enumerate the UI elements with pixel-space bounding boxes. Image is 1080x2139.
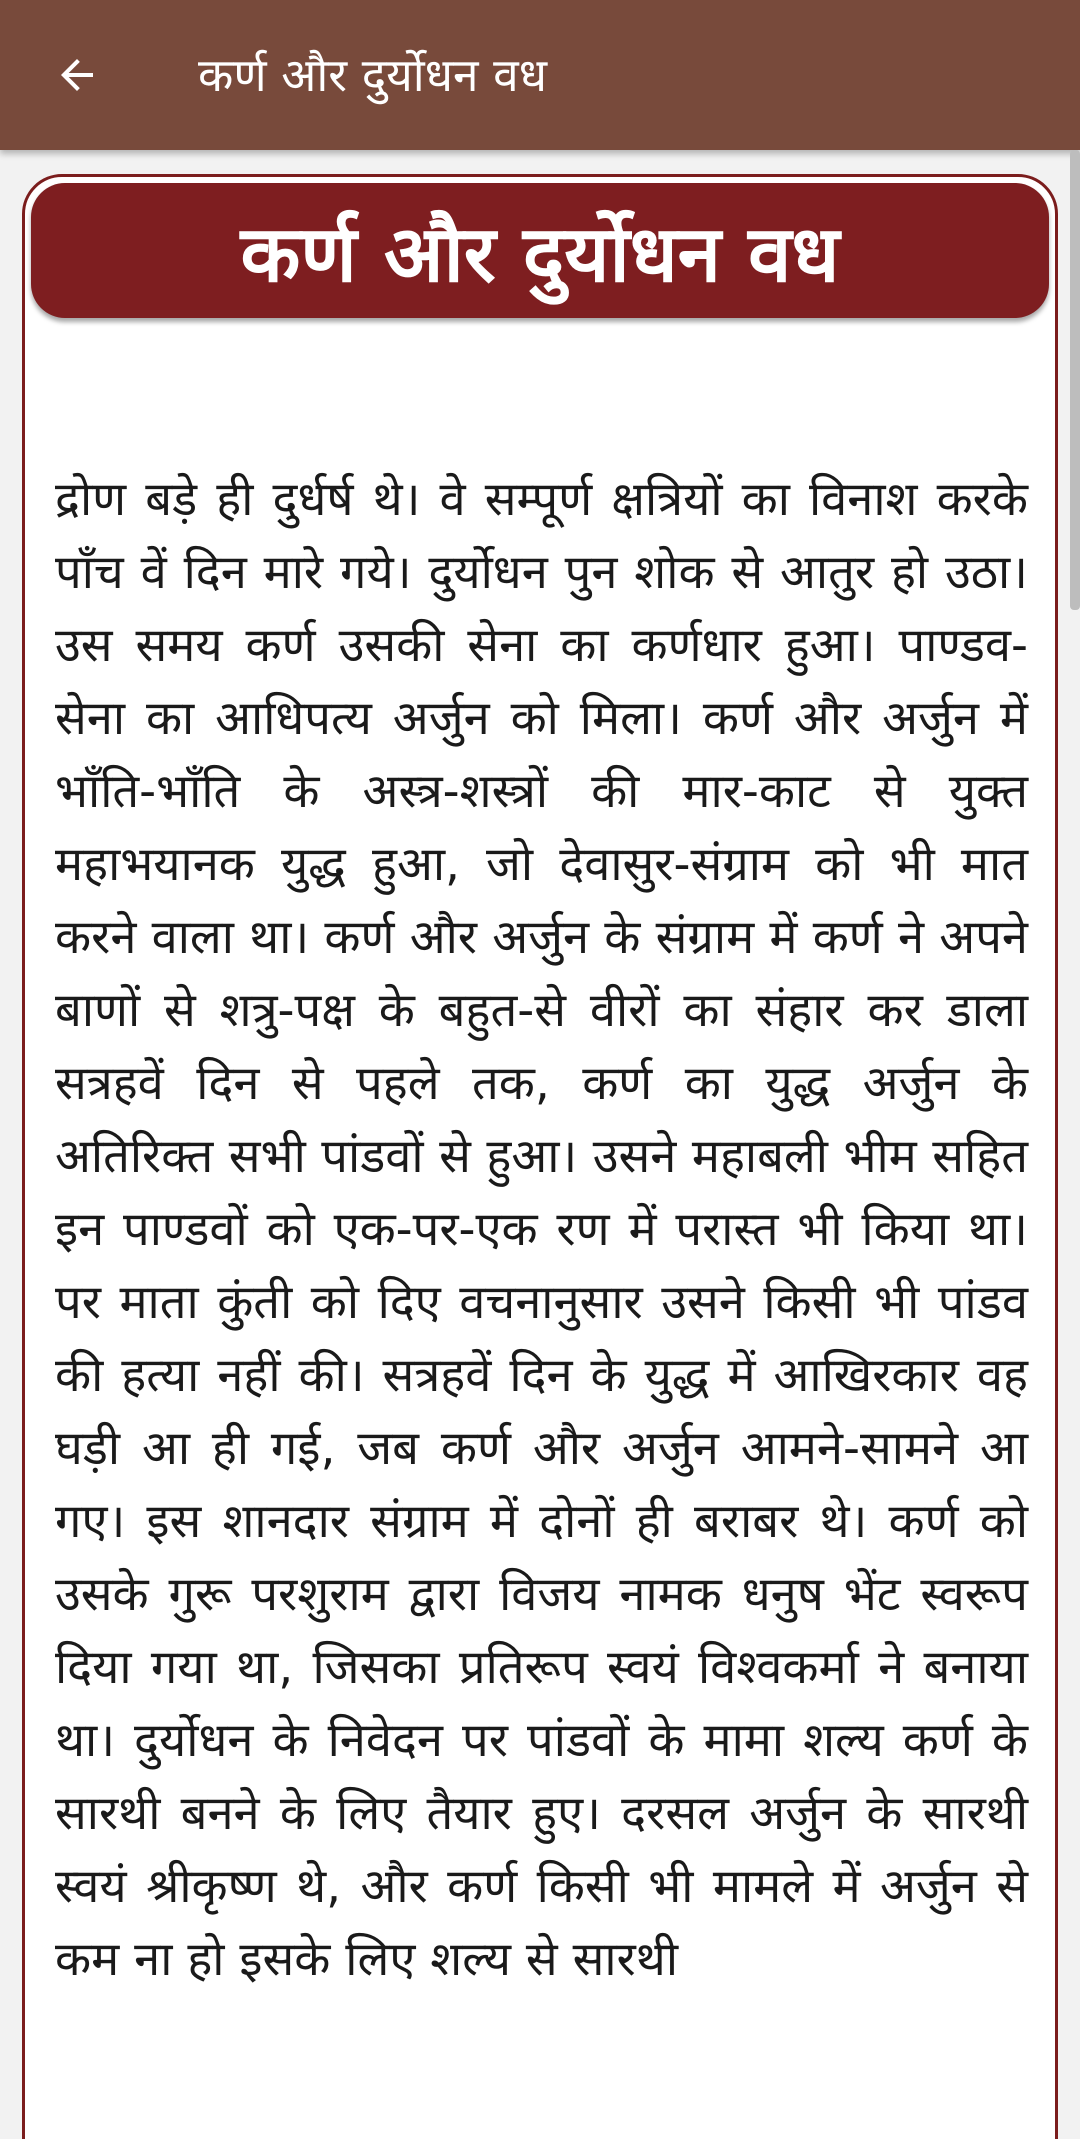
arrow-left-icon [53, 51, 101, 99]
article-title-banner [31, 183, 1049, 318]
article-card [22, 174, 1058, 2139]
back-button[interactable] [40, 38, 114, 112]
app-bar [0, 0, 1080, 150]
content-scroll-area[interactable] [0, 150, 1080, 2139]
scrollbar-thumb[interactable] [1070, 150, 1080, 610]
app-bar-title: कर्ण और दुर्योधन वध [198, 48, 548, 102]
article-title: कर्ण और दुर्योधन वध [240, 209, 840, 300]
article-body-text: द्रोण बड़े ही दुर्धर्ष थे। वे सम्पूर्ण क्षत्रियों का विनाश करके पाँच वें दिन मारे गये। दुर्योधन पुन शोक से आतुर हो उठा। उस समय कर्ण उसकी सेना का कर्णधार हुआ। पाण्डव-सेना का आधिपत्य अर्जुन को मिला। कर्ण और अर्जुन में भाँति-भाँति के अस्त्र-शस्त्रों की मार-काट से युक्त महाभयानक युद्ध हुआ, जो देवासुर-संग्राम को भी मात करने वाला था। कर्ण और अर्जुन के संग्राम में कर्ण ने अपने बाणों से शत्रु-पक्ष के बहुत-से वीरों का संहार कर डाला सत्रहवें दिन से पहले तक, कर्ण का युद्ध अर्जुन के अतिरिक्त सभी पांडवों से हुआ। उसने महाबली भीम सहित इन पाण्डवों को एक-पर-एक रण में परास्त भी किया था। पर माता कुंती को दिए वचनानुसार उसने किसी भी पांडव की हत्या नहीं की। सत्रहवें दिन के युद्ध में आखिरकार वह घड़ी आ ही गई, जब कर्ण और अर्जुन आमने-सामने आ गए। इस शानदार संग्राम में दोनों ही बराबर थे। कर्ण को उसके गुरू परशुराम द्वारा विजय नामक धनुष भेंट स्वरूप दिया गया था, जिसका प्रतिरूप स्वयं विश्वकर्मा ने बनाया था। दुर्योधन के निवेदन पर पांडवों के मामा शल्य कर्ण के सारथी बनने के लिए तैयार हुए। दरसल अर्जुन के सारथी स्वयं श्रीकृष्ण थे, और कर्ण किसी भी मामले में अर्जुन से कम ना हो इसके लिए शल्य से सारथी [55, 472, 1028, 1987]
